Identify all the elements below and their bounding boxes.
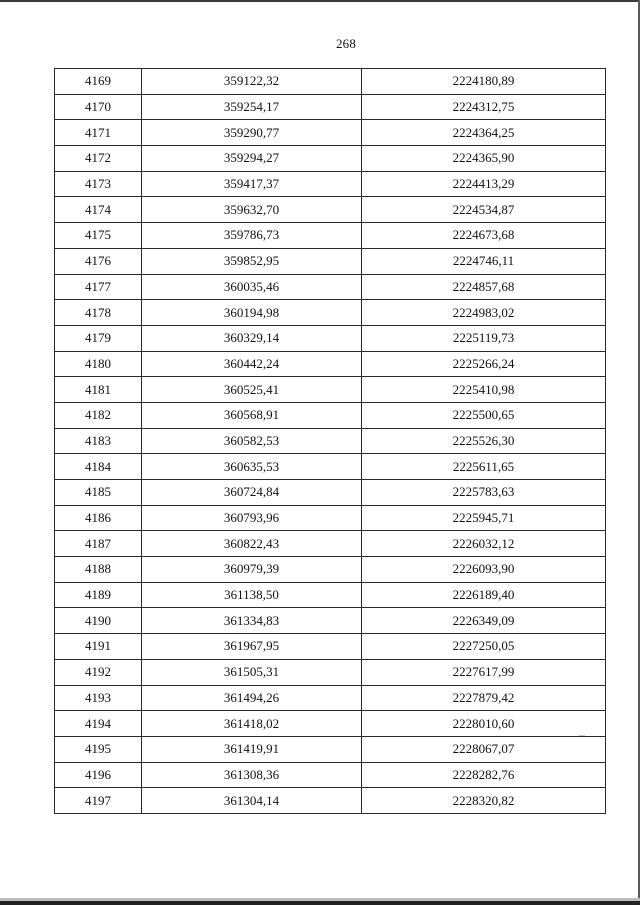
point-number-cell: 4191	[55, 634, 142, 660]
point-number-cell: 4192	[55, 659, 142, 685]
x-coordinate-cell: 359254,17	[142, 94, 362, 120]
x-coordinate-cell: 361494,26	[142, 685, 362, 711]
point-number-cell: 4169	[55, 69, 142, 95]
y-coordinate-cell: 2224413,29	[362, 171, 606, 197]
scan-edge-bottom	[0, 901, 640, 905]
point-number-cell: 4173	[55, 171, 142, 197]
point-number-cell: 4186	[55, 505, 142, 531]
y-coordinate-cell: 2227879,42	[362, 685, 606, 711]
table-row	[55, 274, 606, 300]
point-number-cell: 4181	[55, 377, 142, 403]
point-number-cell: 4170	[55, 94, 142, 120]
coordinates-table	[54, 68, 606, 814]
point-number-cell: 4183	[55, 428, 142, 454]
table-row	[55, 608, 606, 634]
y-coordinate-cell: 2225611,65	[362, 454, 606, 480]
y-coordinate-cell: 2226093,90	[362, 557, 606, 583]
point-number-cell: 4172	[55, 146, 142, 172]
point-number-cell: 4196	[55, 762, 142, 788]
scan-edge-top	[0, 0, 640, 2]
y-coordinate-cell: 2224857,68	[362, 274, 606, 300]
y-coordinate-cell: 2224312,75	[362, 94, 606, 120]
point-number-cell: 4188	[55, 557, 142, 583]
table-row	[55, 788, 606, 814]
point-number-cell: 4195	[55, 736, 142, 762]
table-row	[55, 659, 606, 685]
point-number-cell: 4174	[55, 197, 142, 223]
y-coordinate-cell: 2224364,25	[362, 120, 606, 146]
table-row	[55, 428, 606, 454]
y-coordinate-cell: 2227250,05	[362, 634, 606, 660]
x-coordinate-cell: 359290,77	[142, 120, 362, 146]
x-coordinate-cell: 360724,84	[142, 480, 362, 506]
point-number-cell: 4189	[55, 582, 142, 608]
table-row	[55, 531, 606, 557]
x-coordinate-cell: 361334,83	[142, 608, 362, 634]
table-row	[55, 762, 606, 788]
table-row	[55, 325, 606, 351]
x-coordinate-cell: 360329,14	[142, 325, 362, 351]
x-coordinate-cell: 361967,95	[142, 634, 362, 660]
x-coordinate-cell: 359294,27	[142, 146, 362, 172]
table-row	[55, 736, 606, 762]
table-row	[55, 685, 606, 711]
point-number-cell: 4178	[55, 300, 142, 326]
table-row	[55, 480, 606, 506]
table-row	[55, 120, 606, 146]
x-coordinate-cell: 359632,70	[142, 197, 362, 223]
x-coordinate-cell: 359122,32	[142, 69, 362, 95]
x-coordinate-cell: 361138,50	[142, 582, 362, 608]
table-row	[55, 377, 606, 403]
y-coordinate-cell: 2228282,76	[362, 762, 606, 788]
table-row	[55, 402, 606, 428]
page-number: 268	[335, 36, 357, 51]
table-row	[55, 300, 606, 326]
y-coordinate-cell: 2225119,73	[362, 325, 606, 351]
x-coordinate-cell: 361304,14	[142, 788, 362, 814]
table-row	[55, 69, 606, 95]
y-coordinate-cell: 2225526,30	[362, 428, 606, 454]
x-coordinate-cell: 359417,37	[142, 171, 362, 197]
x-coordinate-cell: 360979,39	[142, 557, 362, 583]
y-coordinate-cell: 2225266,24	[362, 351, 606, 377]
table-row	[55, 711, 606, 737]
x-coordinate-cell: 360822,43	[142, 531, 362, 557]
y-coordinate-cell: 2225783,63	[362, 480, 606, 506]
y-coordinate-cell: 2224673,68	[362, 223, 606, 249]
y-coordinate-cell: 2224983,02	[362, 300, 606, 326]
x-coordinate-cell: 360568,91	[142, 402, 362, 428]
point-number-cell: 4182	[55, 402, 142, 428]
y-coordinate-cell: 2226032,12	[362, 531, 606, 557]
point-number-cell: 4194	[55, 711, 142, 737]
point-number-cell: 4175	[55, 223, 142, 249]
x-coordinate-cell: 361505,31	[142, 659, 362, 685]
y-coordinate-cell: 2225500,65	[362, 402, 606, 428]
y-coordinate-cell: 2224365,90	[362, 146, 606, 172]
point-number-cell: 4171	[55, 120, 142, 146]
point-number-cell: 4185	[55, 480, 142, 506]
y-coordinate-cell: 2226349,09	[362, 608, 606, 634]
point-number-cell: 4179	[55, 325, 142, 351]
x-coordinate-cell: 361308,36	[142, 762, 362, 788]
coordinates-table-container	[54, 68, 605, 814]
x-coordinate-cell: 360635,53	[142, 454, 362, 480]
table-row	[55, 248, 606, 274]
point-number-cell: 4187	[55, 531, 142, 557]
table-row	[55, 146, 606, 172]
table-row	[55, 171, 606, 197]
point-number-cell: 4176	[55, 248, 142, 274]
y-coordinate-cell: 2227617,99	[362, 659, 606, 685]
x-coordinate-cell: 360194,98	[142, 300, 362, 326]
x-coordinate-cell: 360442,24	[142, 351, 362, 377]
y-coordinate-cell: 2225410,98	[362, 377, 606, 403]
point-number-cell: 4193	[55, 685, 142, 711]
x-coordinate-cell: 359786,73	[142, 223, 362, 249]
point-number-cell: 4190	[55, 608, 142, 634]
table-row	[55, 582, 606, 608]
y-coordinate-cell: 2228320,82	[362, 788, 606, 814]
table-row	[55, 351, 606, 377]
y-coordinate-cell: 2228010,60	[362, 711, 606, 737]
y-coordinate-cell: 2228067,07	[362, 736, 606, 762]
point-number-cell: 4197	[55, 788, 142, 814]
y-coordinate-cell: 2224746,11	[362, 248, 606, 274]
point-number-cell: 4180	[55, 351, 142, 377]
table-row	[55, 454, 606, 480]
x-coordinate-cell: 360793,96	[142, 505, 362, 531]
table-row	[55, 557, 606, 583]
x-coordinate-cell: 360525,41	[142, 377, 362, 403]
x-coordinate-cell: 359852,95	[142, 248, 362, 274]
point-number-cell: 4184	[55, 454, 142, 480]
y-coordinate-cell: 2224180,89	[362, 69, 606, 95]
x-coordinate-cell: 361419,91	[142, 736, 362, 762]
y-coordinate-cell: 2225945,71	[362, 505, 606, 531]
point-number-cell: 4177	[55, 274, 142, 300]
y-coordinate-cell: 2224534,87	[362, 197, 606, 223]
x-coordinate-cell: 360035,46	[142, 274, 362, 300]
x-coordinate-cell: 360582,53	[142, 428, 362, 454]
table-row	[55, 634, 606, 660]
table-row	[55, 197, 606, 223]
table-row	[55, 223, 606, 249]
y-coordinate-cell: 2226189,40	[362, 582, 606, 608]
x-coordinate-cell: 361418,02	[142, 711, 362, 737]
table-row	[55, 94, 606, 120]
table-row	[55, 505, 606, 531]
coordinates-table-body	[55, 69, 606, 814]
scan-speck	[579, 735, 585, 736]
